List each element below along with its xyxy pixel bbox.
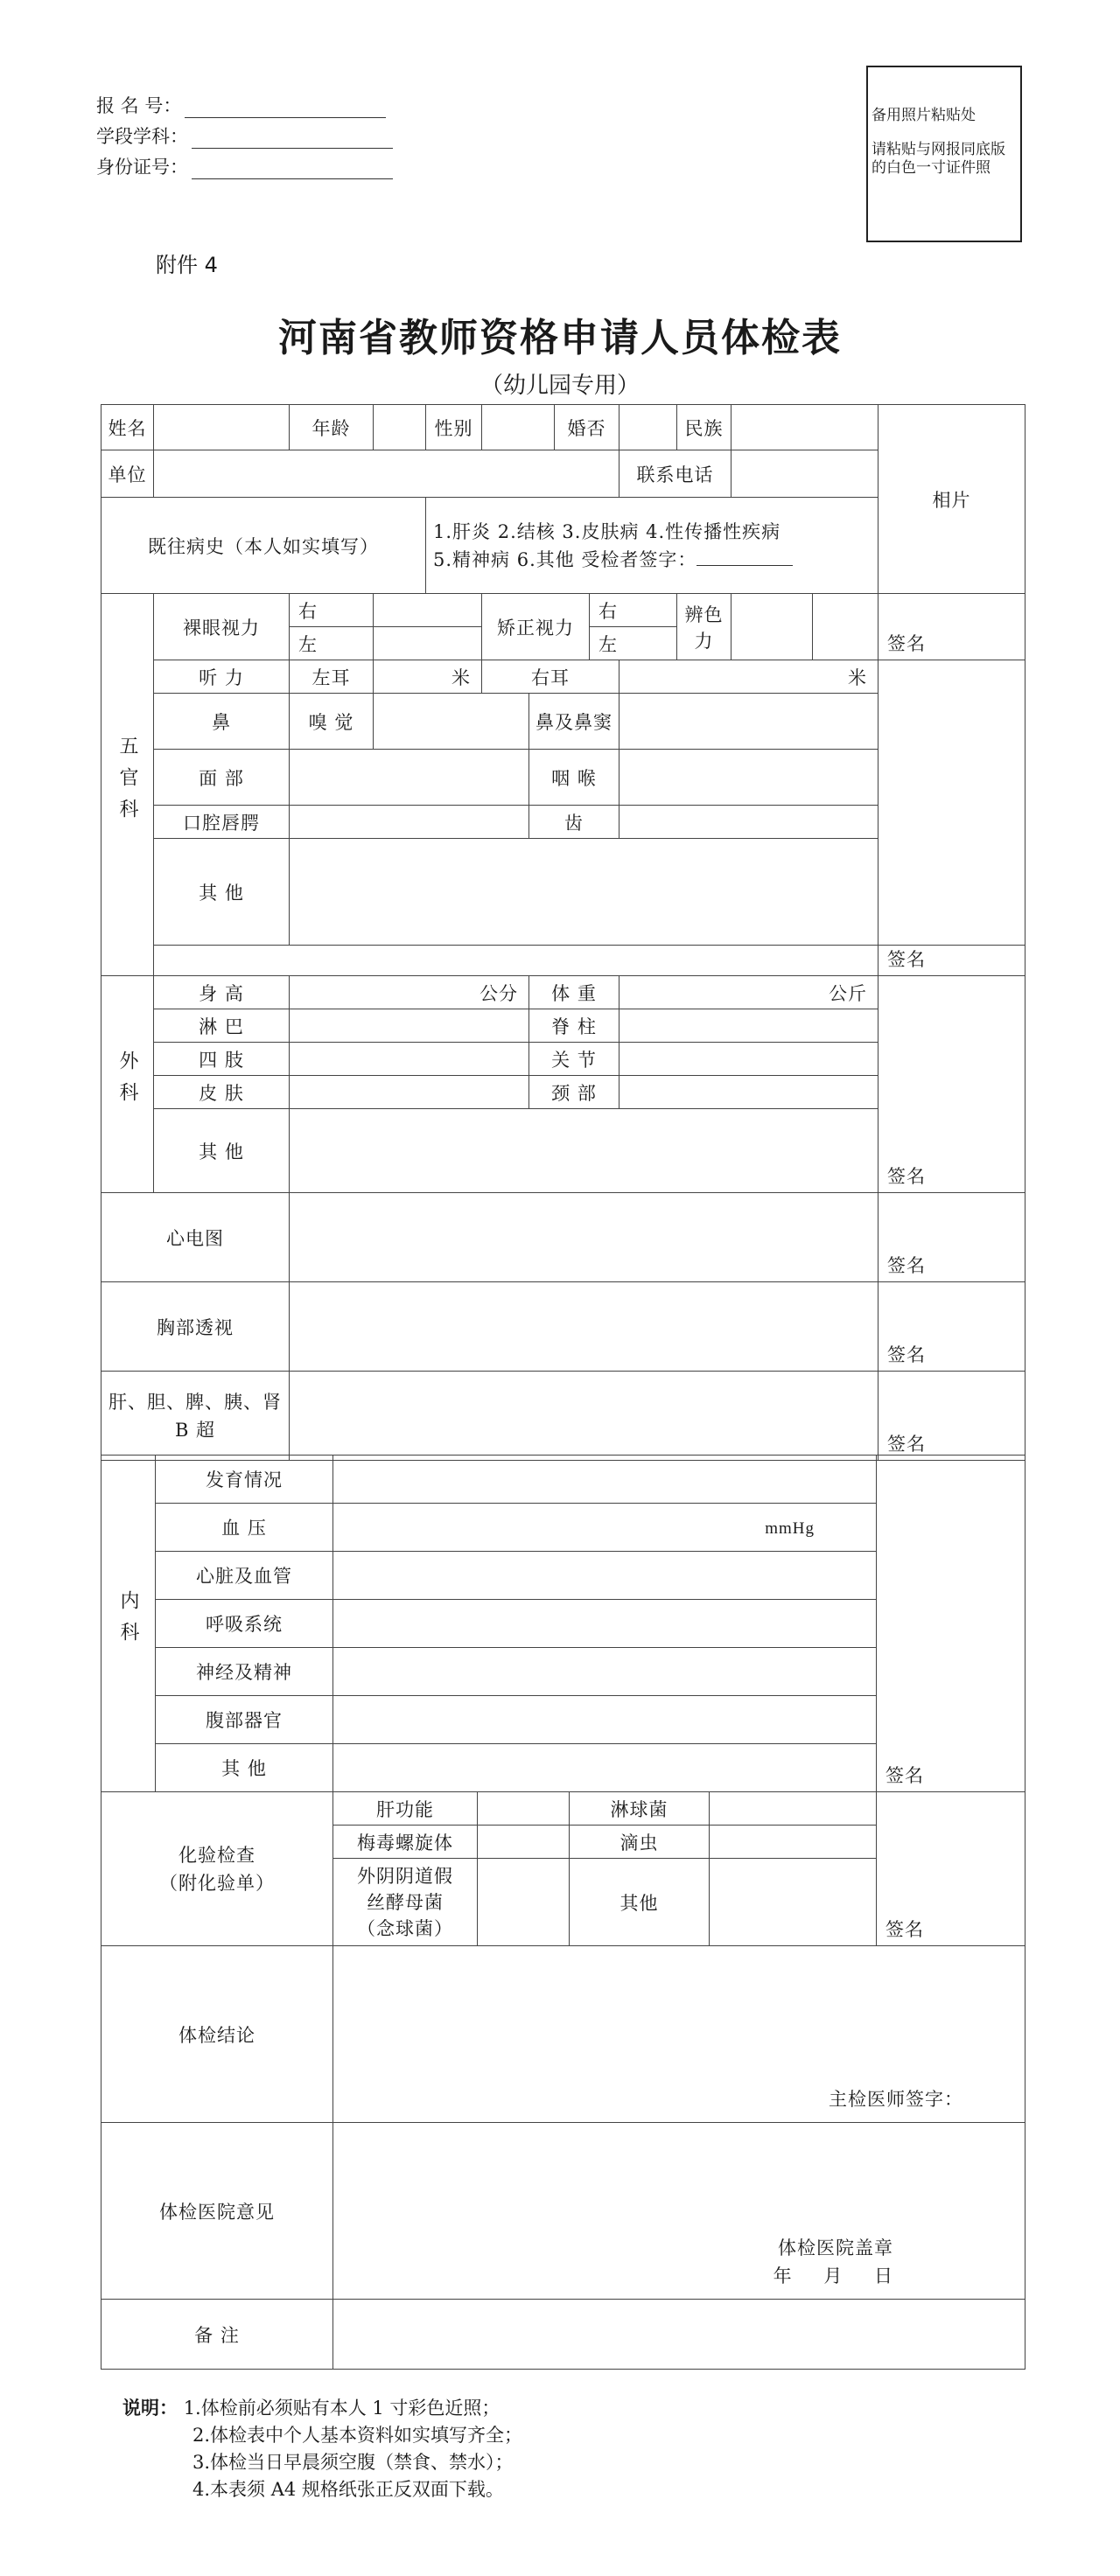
age-label: 年龄: [290, 405, 374, 450]
neck-field[interactable]: [620, 1076, 878, 1109]
phone-field[interactable]: [732, 450, 878, 498]
subject-label: 学段学科：: [96, 126, 188, 147]
gender-label: 性别: [426, 405, 482, 450]
internal-section-label: 内科: [102, 1456, 156, 1792]
neck-label: 颈 部: [529, 1076, 620, 1109]
conclusion-field[interactable]: [333, 1946, 1026, 2123]
naked-right-field[interactable]: [374, 594, 482, 627]
backup-photo-box: [866, 66, 1022, 242]
candida-field[interactable]: [478, 1859, 570, 1946]
ent-sign-cell: [878, 660, 1026, 946]
subject-field[interactable]: [192, 129, 393, 149]
hearing-label: 听 力: [154, 660, 290, 694]
sinus-field[interactable]: [620, 694, 878, 750]
history-line1: 1.肝炎 2.结核 3.皮肤病 4.性传播性疾病: [433, 520, 781, 542]
hospital-opinion-field[interactable]: [333, 2123, 1026, 2300]
exam-form-part1: [101, 404, 1026, 1461]
liver-field[interactable]: [478, 1792, 570, 1826]
id-label: 身份证号：: [96, 157, 188, 178]
name-label: 姓名: [102, 405, 154, 450]
exam-form-part2: [101, 1455, 1026, 2370]
note-item-2: 2.体检表中个人基本资料如实填写齐全；: [192, 2425, 523, 2446]
married-label: 婚否: [555, 405, 620, 450]
gonorrhea-field[interactable]: [710, 1792, 877, 1826]
attachment-label: 附件 4: [156, 253, 218, 277]
lab-other-field[interactable]: [710, 1859, 877, 1946]
spine-label: 脊 柱: [529, 1009, 620, 1043]
subject-line: [96, 122, 393, 149]
vision-sign: 签名: [878, 594, 1026, 660]
history-options: [426, 498, 878, 594]
weight-unit: 公斤: [620, 976, 878, 1009]
conclusion-label: 体检结论: [102, 1946, 333, 2123]
hospital-date-label: 年 月 日: [773, 2265, 893, 2286]
note-item-1: 1.体检前必须贴有本人 1 寸彩色近照；: [183, 2398, 500, 2419]
candida-line3: （念球菌）: [357, 1917, 453, 1939]
limbs-field[interactable]: [290, 1043, 529, 1076]
ecg-label: 心电图: [102, 1193, 290, 1282]
joints-label: 关 节: [529, 1043, 620, 1076]
bp-label: 血 压: [156, 1504, 333, 1552]
bultra-sign: 签名: [878, 1372, 1026, 1461]
throat-label: 咽 喉: [529, 750, 620, 806]
note-item-3: 3.体检当日早晨须空腹（禁食、禁水）；: [192, 2452, 514, 2473]
hospital-opinion-label: 体检医院意见: [102, 2123, 333, 2300]
smell-field[interactable]: [374, 694, 529, 750]
abdomen-field[interactable]: [333, 1696, 877, 1744]
color-vision-label: 辨色力: [677, 594, 732, 660]
ent-other-field[interactable]: [290, 839, 878, 946]
age-field[interactable]: [374, 405, 426, 450]
history-label: 既往病史（本人如实填写）: [102, 498, 426, 594]
bultra-label-line1: 肝、胆、脾、胰、肾: [108, 1391, 282, 1413]
surgery-section-label: 外科: [102, 976, 154, 1193]
unit-field[interactable]: [154, 450, 620, 498]
bp-field[interactable]: [333, 1504, 877, 1552]
smell-label: 嗅 觉: [290, 694, 374, 750]
syphilis-label: 梅毒螺旋体: [333, 1826, 478, 1859]
gonorrhea-label: 淋球菌: [570, 1792, 710, 1826]
teeth-label: 齿: [529, 806, 620, 839]
surgery-other-label: 其 他: [154, 1109, 290, 1193]
bultra-field[interactable]: [290, 1372, 878, 1461]
remarks-field[interactable]: [333, 2300, 1026, 2370]
throat-field[interactable]: [620, 750, 878, 806]
naked-vision-label: 裸眼视力: [154, 594, 290, 660]
photo-box-title: 备用照片粘贴处: [872, 107, 976, 124]
internal-other-label: 其 他: [156, 1744, 333, 1792]
candida-line2: 丝酵母菌: [367, 1891, 444, 1913]
left-ear-meter: 米: [374, 660, 482, 694]
ecg-sign: 签名: [878, 1193, 1026, 1282]
neuro-field[interactable]: [333, 1648, 877, 1696]
corrected-left-label: 左: [590, 627, 677, 660]
trichomonas-field[interactable]: [710, 1826, 877, 1859]
oral-label: 口腔唇腭: [154, 806, 290, 839]
examinee-signature-field[interactable]: [696, 548, 793, 566]
gender-field[interactable]: [482, 405, 555, 450]
doctor-signature-label: 主检医师签字：: [829, 2089, 963, 2110]
internal-other-field[interactable]: [333, 1744, 877, 1792]
spine-field[interactable]: [620, 1009, 878, 1043]
lab-label: [102, 1792, 333, 1946]
married-field[interactable]: [620, 405, 677, 450]
remarks-label: 备 注: [102, 2300, 333, 2370]
chest-label: 胸部透视: [102, 1282, 290, 1372]
chest-field[interactable]: [290, 1282, 878, 1372]
reg-no-field[interactable]: [185, 98, 386, 118]
height-label: 身 高: [154, 976, 290, 1009]
name-field[interactable]: [154, 405, 290, 450]
oral-field[interactable]: [290, 806, 529, 839]
liver-label: 肝功能: [333, 1792, 478, 1826]
phone-label: 联系电话: [620, 450, 732, 498]
candida-label: [333, 1859, 478, 1946]
neuro-label: 神经及精神: [156, 1648, 333, 1696]
naked-right-label: 右: [290, 594, 374, 627]
corrected-right-label: 右: [590, 594, 677, 627]
syphilis-field[interactable]: [478, 1826, 570, 1859]
right-ear-label: 右耳: [482, 660, 620, 694]
notes-section: [122, 2395, 522, 2503]
nose-label: 鼻: [154, 694, 290, 750]
bultra-label-line2: B 超: [174, 1419, 216, 1441]
history-line2: 5.精神病 6.其他 受检者签字：: [433, 548, 697, 570]
lab-label-line2: （附化验单）: [159, 1872, 275, 1894]
photo-label: 相片: [878, 405, 1026, 594]
skin-label: 皮 肤: [154, 1076, 290, 1109]
note-item-4: 4.本表须 A4 规格纸张正反双面下载。: [192, 2479, 504, 2500]
resp-field[interactable]: [333, 1600, 877, 1648]
lab-label-line1: 化验检查: [178, 1844, 256, 1866]
naked-left-label: 左: [290, 627, 374, 660]
page-subtitle: （幼儿园专用）: [480, 373, 640, 399]
notes-label: 说明：: [122, 2398, 178, 2419]
ent-other-label: 其 他: [154, 839, 290, 946]
unit-label: 单位: [102, 450, 154, 498]
right-ear-meter: 米: [620, 660, 878, 694]
ethnic-label: 民族: [677, 405, 732, 450]
limbs-label: 四 肢: [154, 1043, 290, 1076]
development-field[interactable]: [333, 1456, 877, 1504]
teeth-field[interactable]: [620, 806, 878, 839]
reg-no-label: 报 名 号：: [96, 95, 182, 116]
lymph-label: 淋 巴: [154, 1009, 290, 1043]
cardio-label: 心脏及血管: [156, 1552, 333, 1600]
internal-sign: 签名: [877, 1456, 1026, 1792]
development-label: 发育情况: [156, 1456, 333, 1504]
candida-line1: 外阴阴道假: [357, 1865, 453, 1887]
skin-field[interactable]: [290, 1076, 529, 1109]
cardio-field[interactable]: [333, 1552, 877, 1600]
naked-left-field[interactable]: [374, 627, 482, 660]
id-field[interactable]: [192, 159, 393, 179]
left-ear-label: 左耳: [290, 660, 374, 694]
lab-other-label: 其他: [570, 1859, 710, 1946]
surgery-other-field[interactable]: [290, 1109, 878, 1193]
page-title: 河南省教师资格申请人员体检表: [278, 316, 842, 360]
chest-sign: 签名: [878, 1282, 1026, 1372]
reg-no-line: [96, 92, 386, 118]
resp-label: 呼吸系统: [156, 1600, 333, 1648]
surgery-sign: 签名: [878, 976, 1026, 1193]
corrected-vision-label: 矫正视力: [482, 594, 590, 660]
hospital-seal-label: 体检医院盖章: [778, 2237, 893, 2258]
ent-section-label: 五官科: [102, 594, 154, 976]
height-unit: 公分: [290, 976, 529, 1009]
color-vision-field[interactable]: [732, 594, 813, 660]
abdomen-label: 腹部器官: [156, 1696, 333, 1744]
trichomonas-label: 滴虫: [570, 1826, 710, 1859]
id-line: [96, 153, 393, 179]
ethnic-field[interactable]: [732, 405, 878, 450]
face-label: 面 部: [154, 750, 290, 806]
vision-extra-field[interactable]: [813, 594, 878, 660]
lymph-field[interactable]: [290, 1009, 529, 1043]
bultra-label: [102, 1372, 290, 1461]
weight-label: 体 重: [529, 976, 620, 1009]
sinus-label: 鼻及鼻窦: [529, 694, 620, 750]
lab-sign: 签名: [877, 1792, 1026, 1946]
photo-box-note: 请粘贴与网报同底版的白色一寸证件照: [872, 141, 1005, 177]
face-field[interactable]: [290, 750, 529, 806]
ecg-field[interactable]: [290, 1193, 878, 1282]
ent-sign: 签名: [878, 946, 1026, 976]
joints-field[interactable]: [620, 1043, 878, 1076]
bp-unit: mmHg: [765, 1518, 815, 1538]
